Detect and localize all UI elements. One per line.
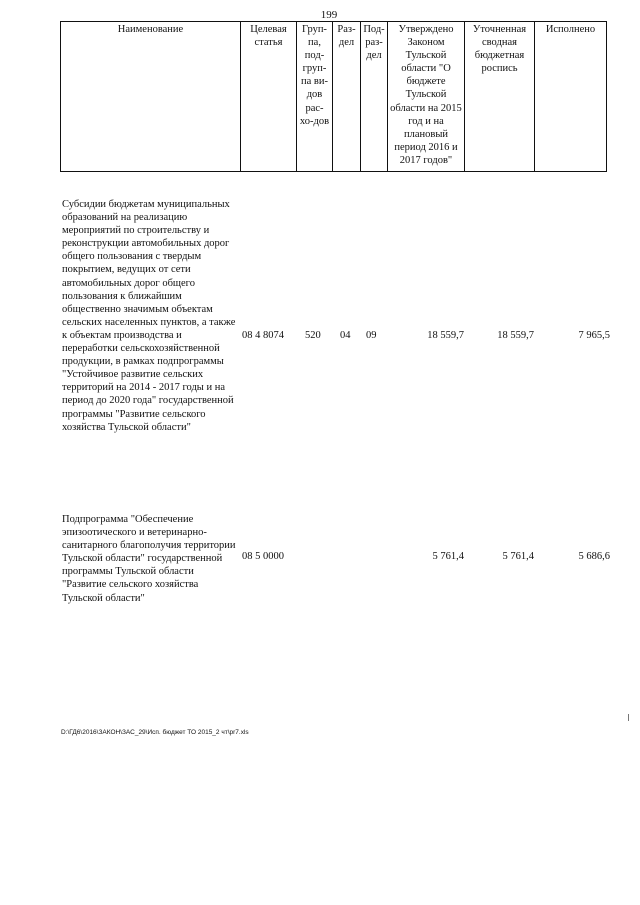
row-article: 08 4 8074 [242, 330, 284, 341]
header-razdel: Раз-дел [333, 22, 361, 172]
row-name: Подпрограмма "Обеспечение эпизоотического и ветеринарно-санитарного благополучия территории Тульской области" государственной программы Тульской области "Развитие сельского хозяйства Тульской области" [62, 514, 236, 604]
header-refined: Уточненная сводная бюджетная роспись [465, 22, 535, 172]
row-podrazdel: 09 [366, 330, 377, 341]
header-podrazdel: Под-раз-дел [361, 22, 388, 172]
header-article: Целевая статья [241, 22, 297, 172]
header-group: Груп-па, под-груп-па ви-дов рас-хо-дов [297, 22, 333, 172]
row-approved: 18 559,7 [427, 330, 464, 341]
row-group: 520 [305, 330, 321, 341]
row-razdel: 04 [340, 330, 351, 341]
row-article: 08 5 0000 [242, 551, 284, 562]
scan-edge-mark [628, 714, 629, 721]
row-executed: 5 686,6 [578, 551, 610, 562]
row-executed: 7 965,5 [578, 330, 610, 341]
row-name: Субсидии бюджетам муниципальных образований на реализацию мероприятий по строительству и реконструкции автомобильных дорог общего пользования с твердым покрытием, ведущих от сети автомобильных дорог общего пользования к ближайшим общественно значимым объектам сельских населенных пунктов, а также к объектам производства и переработки сельскохозяйственной продукции, в рамках подпрограммы "Устойчивое развитие сельских территорий на 2014 - 2017 годы и на период до 2020 года" государственной программы "Развитие сельского хозяйства Тульской области" [62, 199, 236, 433]
row-refined: 5 761,4 [502, 551, 534, 562]
row-refined: 18 559,7 [497, 330, 534, 341]
header-executed: Исполнено [535, 22, 607, 172]
header-name: Наименование [61, 22, 241, 172]
page-number: 199 [320, 9, 338, 21]
file-path-footer: D:\ГД6\2016\ЗАКОН\ЗАС_29\Исп. бюджет ТО 2015_2 чт\pr7.xls [61, 729, 249, 736]
table-header [60, 21, 607, 172]
row-approved: 5 761,4 [432, 551, 464, 562]
header-approved: Утверждено Законом Тульской области "О бюджете Тульской области на 2015 год и на плановый период 2016 и 2017 годов" [388, 22, 465, 172]
